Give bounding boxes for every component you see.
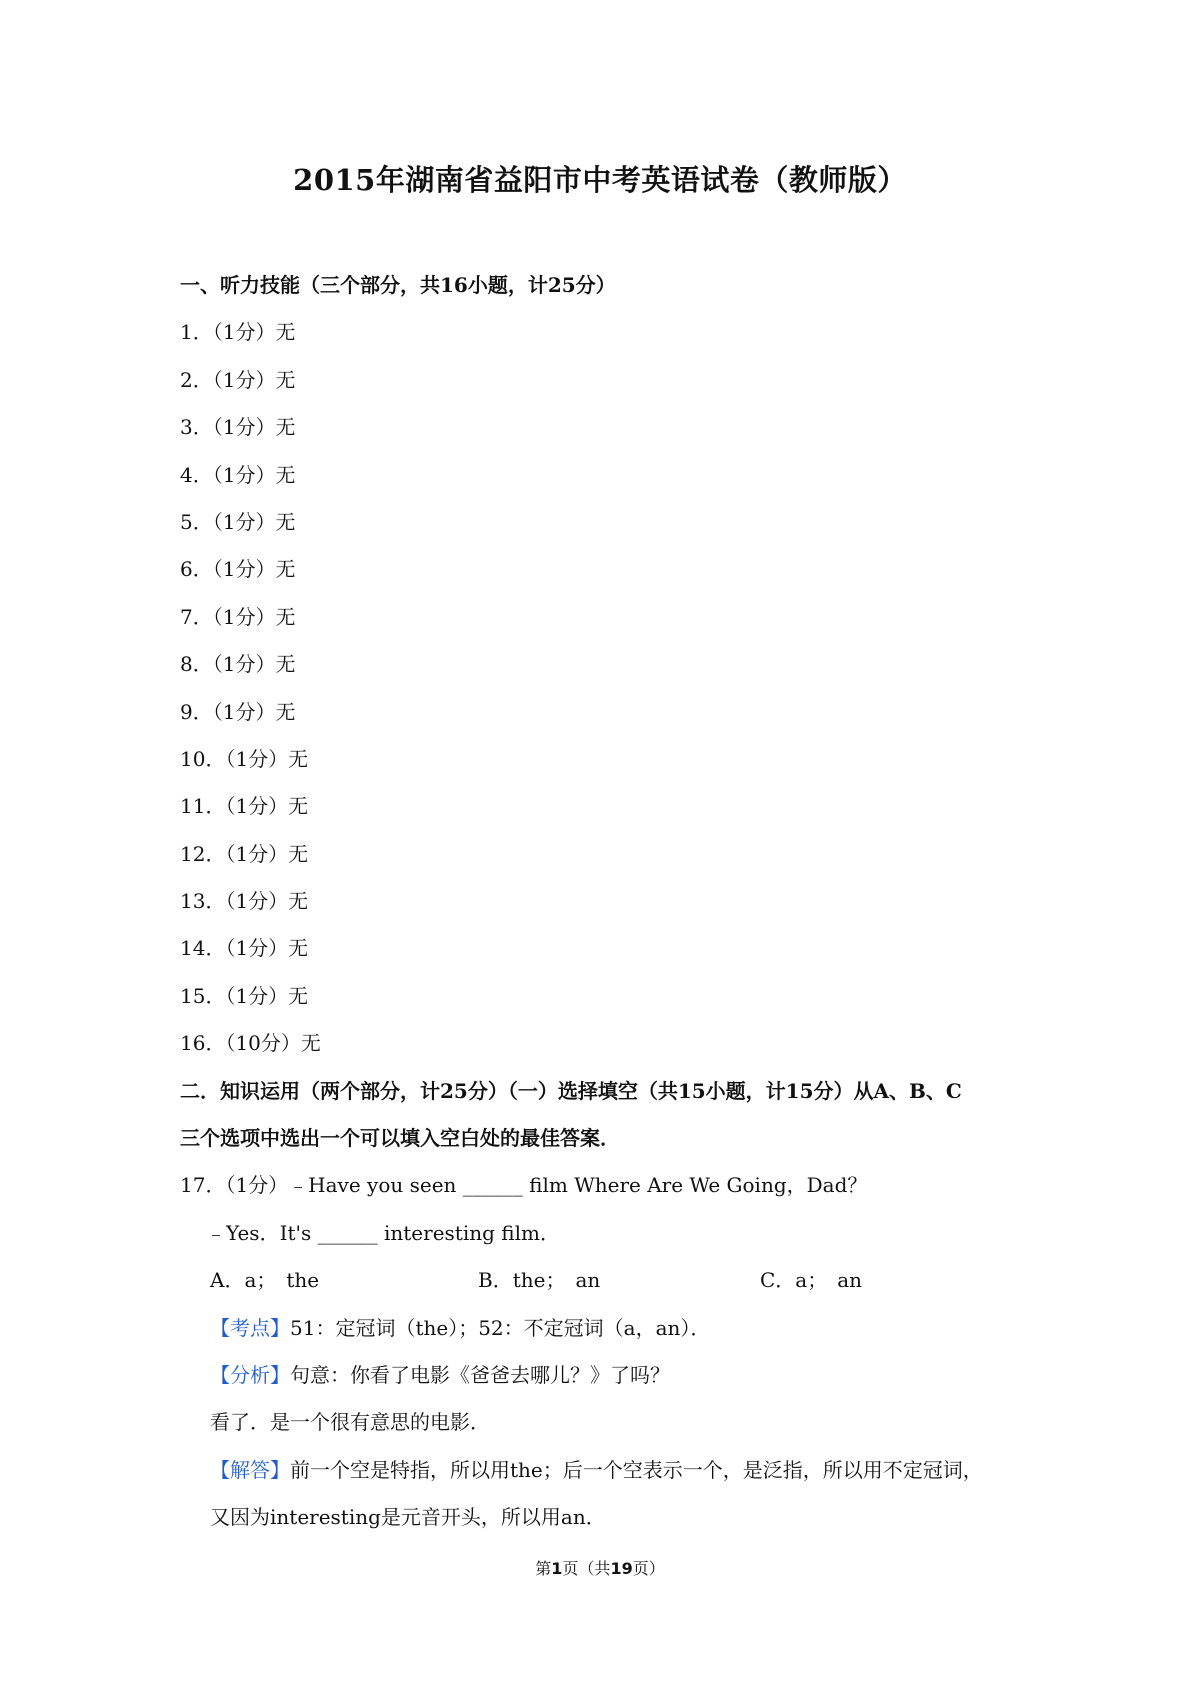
jieda-line-2: 又因为interesting是元音开头，所以用an． [210, 1505, 606, 1530]
question-item: 13．（1分）无 [180, 889, 309, 914]
question-item: 12．（1分）无 [180, 841, 309, 866]
page-title: 2015年湖南省益阳市中考英语试卷（教师版） [293, 163, 907, 197]
question-item: 5．（1分）无 [180, 509, 296, 534]
option-a: A．a； the [210, 1268, 320, 1293]
question-item: 1．（1分）无 [180, 320, 296, 345]
footer-total-pages: 19 [610, 1559, 633, 1578]
kaodian-tag: 【考点】 [210, 1315, 290, 1340]
footer-suffix: 页） [632, 1559, 665, 1578]
kaodian-text: 51：定冠词（the）；52：不定冠词（a，an）． [290, 1315, 711, 1340]
question-item: 4．（1分）无 [180, 462, 296, 487]
question-item: 16．（10分）无 [180, 1031, 321, 1056]
question-item: 15．（1分）无 [180, 983, 309, 1008]
question-item: 8．（1分）无 [180, 652, 296, 677]
jieda-line [180, 1447, 1030, 1494]
question-17-stem-reply: ﹣Yes．It's ______ interesting film． [206, 1220, 560, 1245]
section-heading-listening: 一、听力技能（三个部分，共16小题，计25分） [180, 273, 616, 297]
question-item: 14．（1分）无 [180, 936, 309, 961]
question-item: 7．（1分）无 [180, 604, 296, 629]
question-17-options [180, 1257, 1030, 1304]
kaodian-line [180, 1305, 1030, 1352]
option-b: B．the； an [478, 1268, 601, 1293]
footer-page-number: 1 [551, 1559, 563, 1578]
footer-middle: 页（共 [562, 1559, 611, 1578]
section-heading-knowledge-cont: 三个选项中选出一个可以填入空白处的最佳答案． [180, 1126, 620, 1151]
fenxi-tag: 【分析】 [210, 1362, 290, 1387]
jieda-text: 前一个空是特指，所以用the；后一个空表示一个，是泛指，所以用不定冠词， [290, 1457, 983, 1482]
fenxi-line [180, 1352, 1030, 1399]
question-17-stem: 17．（1分）﹣Have you seen ______ film Where Are We Going，Dad？ [180, 1173, 868, 1198]
question-item: 6．（1分）无 [180, 557, 296, 582]
question-item: 2．（1分）无 [180, 367, 296, 392]
question-item: 3．（1分）无 [180, 415, 296, 440]
fenxi-line-2: 看了．是一个很有意思的电影． [210, 1410, 490, 1435]
jieda-tag: 【解答】 [210, 1457, 290, 1482]
page-footer [0, 1556, 1200, 1579]
question-item: 11．（1分）无 [180, 794, 309, 819]
footer-prefix: 第 [535, 1559, 552, 1578]
option-c: C．a； an [760, 1268, 863, 1293]
exam-content [180, 262, 1030, 1542]
fenxi-text: 句意：你看了电影《爸爸去哪儿？》了吗？ [290, 1362, 670, 1387]
section-heading-knowledge: 二．知识运用（两个部分，计25分）（一）选择填空（共15小题，计15分）从A、B、C [180, 1078, 962, 1103]
question-item: 10．（1分）无 [180, 746, 309, 771]
question-item: 9．（1分）无 [180, 699, 296, 724]
